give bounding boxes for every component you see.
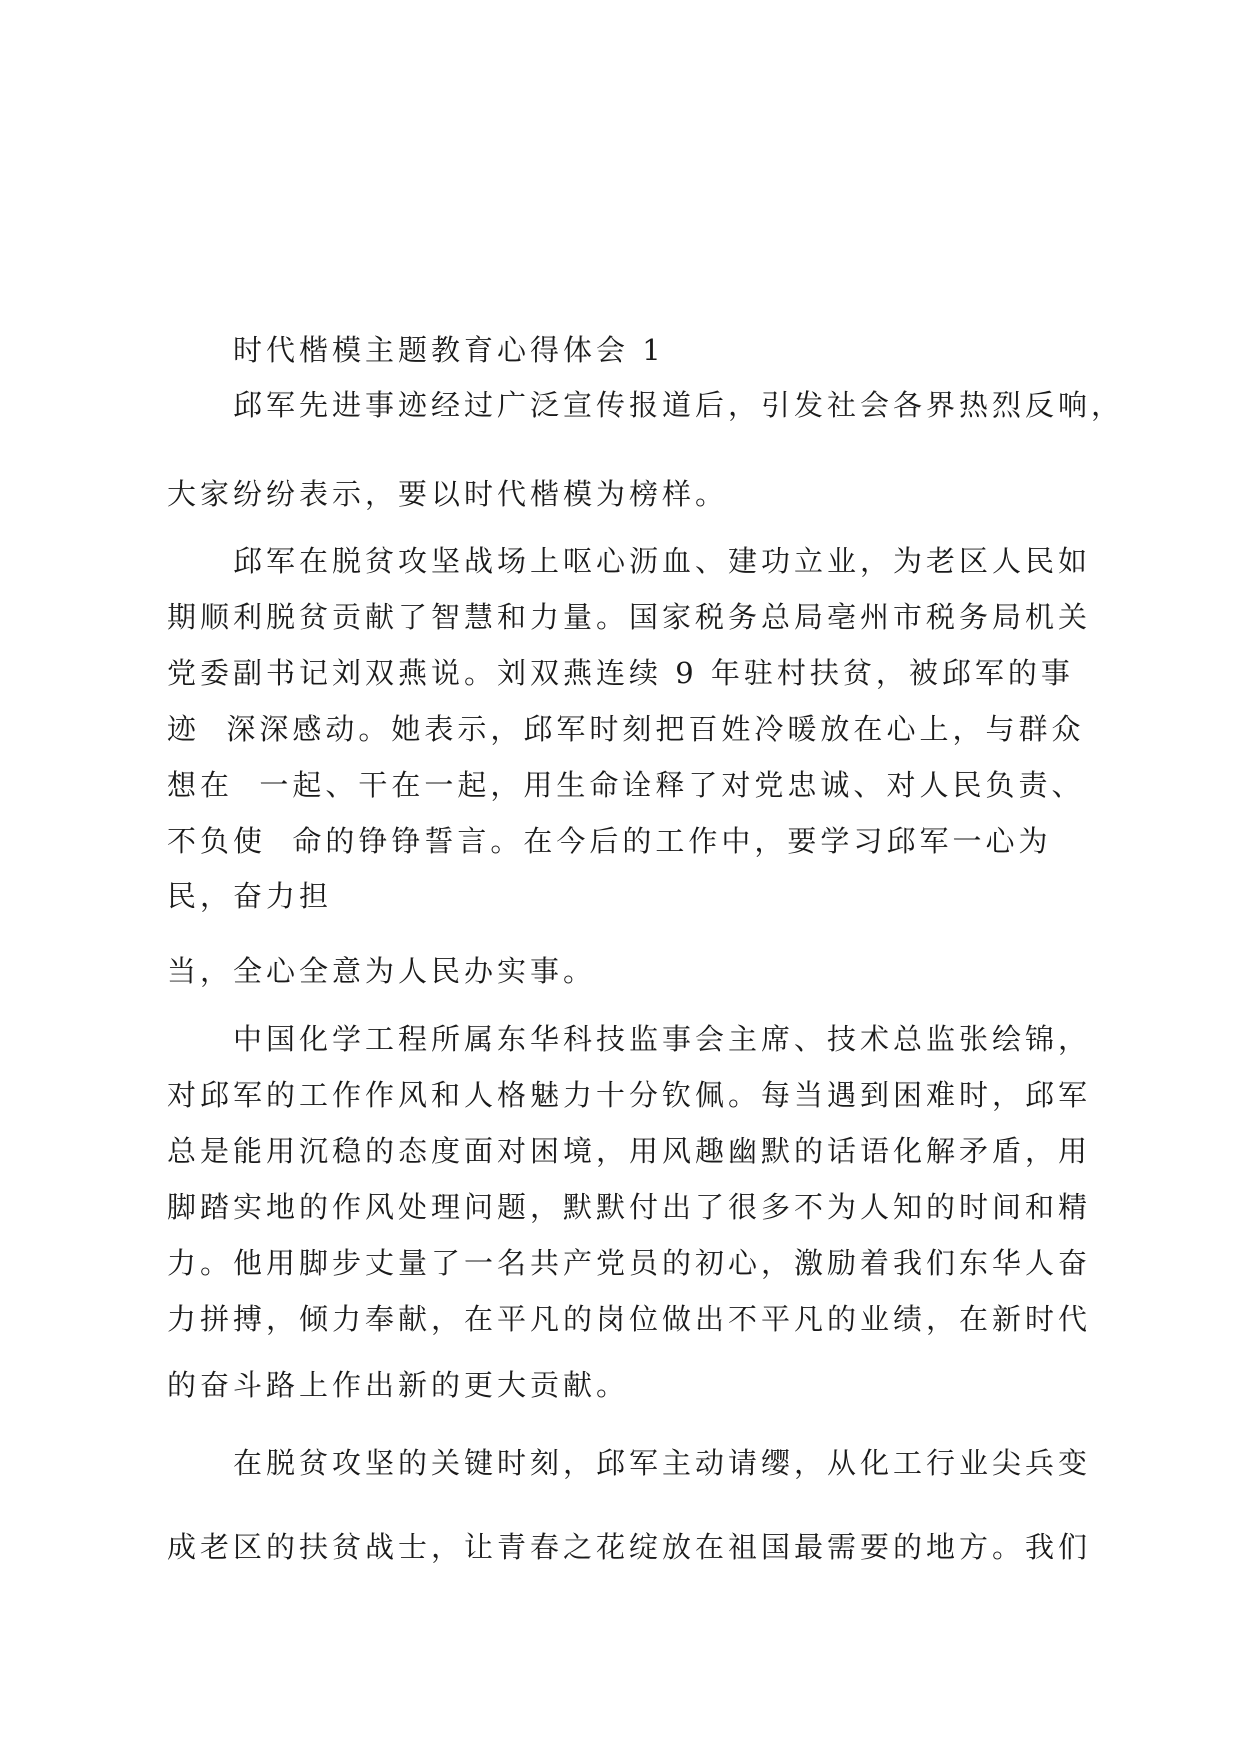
paragraph-line: 民，奋力担 xyxy=(167,879,333,913)
paragraph-line: 对邱军的工作作风和人格魅力十分钦佩。每当遇到困难时，邱军 xyxy=(167,1078,1092,1112)
paragraph-line: 邱军在脱贫攻坚战场上呕心沥血、建功立业，为老区人民如 xyxy=(233,544,1092,578)
paragraph-line: 的奋斗路上作出新的更大贡献。 xyxy=(167,1368,630,1402)
paragraph-line: 力拼搏，倾力奉献，在平凡的岗位做出不平凡的业绩，在新时代 xyxy=(167,1302,1092,1336)
paragraph-line: 总是能用沉稳的态度面对困境，用风趣幽默的话语化解矛盾，用 xyxy=(167,1134,1092,1168)
document-title: 时代楷模主题教育心得体会 1 xyxy=(233,333,665,367)
paragraph-line: 中国化学工程所属东华科技监事会主席、技术总监张绘锦， xyxy=(233,1022,1092,1056)
paragraph-line: 迹 深深感动。她表示，邱军时刻把百姓冷暖放在心上，与群众 xyxy=(167,712,1085,746)
paragraph-line: 想在 一起、干在一起，用生命诠释了对党忠诚、对人民负责、 xyxy=(167,768,1085,802)
paragraph-line: 在脱贫攻坚的关键时刻，邱军主动请缨，从化工行业尖兵变 xyxy=(233,1446,1092,1480)
paragraph-line: 邱军先进事迹经过广泛宣传报道后，引发社会各界热烈反响， xyxy=(233,388,1125,422)
paragraph-line: 当，全心全意为人民办实事。 xyxy=(167,954,597,988)
paragraph-line: 党委副书记刘双燕说。刘双燕连续 9 年驻村扶贫，被邱军的事 xyxy=(167,656,1074,690)
paragraph-line: 大家纷纷表示，要以时代楷模为榜样。 xyxy=(167,477,729,511)
paragraph-line: 力。他用脚步丈量了一名共产党员的初心，激励着我们东华人奋 xyxy=(167,1246,1092,1280)
paragraph-line: 不负使 命的铮铮誓言。在今后的工作中，要学习邱军一心为 xyxy=(167,824,1052,858)
paragraph-line: 成老区的扶贫战士，让青春之花绽放在祖国最需要的地方。我们 xyxy=(167,1530,1092,1564)
paragraph-line: 脚踏实地的作风处理问题，默默付出了很多不为人知的时间和精 xyxy=(167,1190,1092,1224)
paragraph-line: 期顺利脱贫贡献了智慧和力量。国家税务总局亳州市税务局机关 xyxy=(167,600,1092,634)
